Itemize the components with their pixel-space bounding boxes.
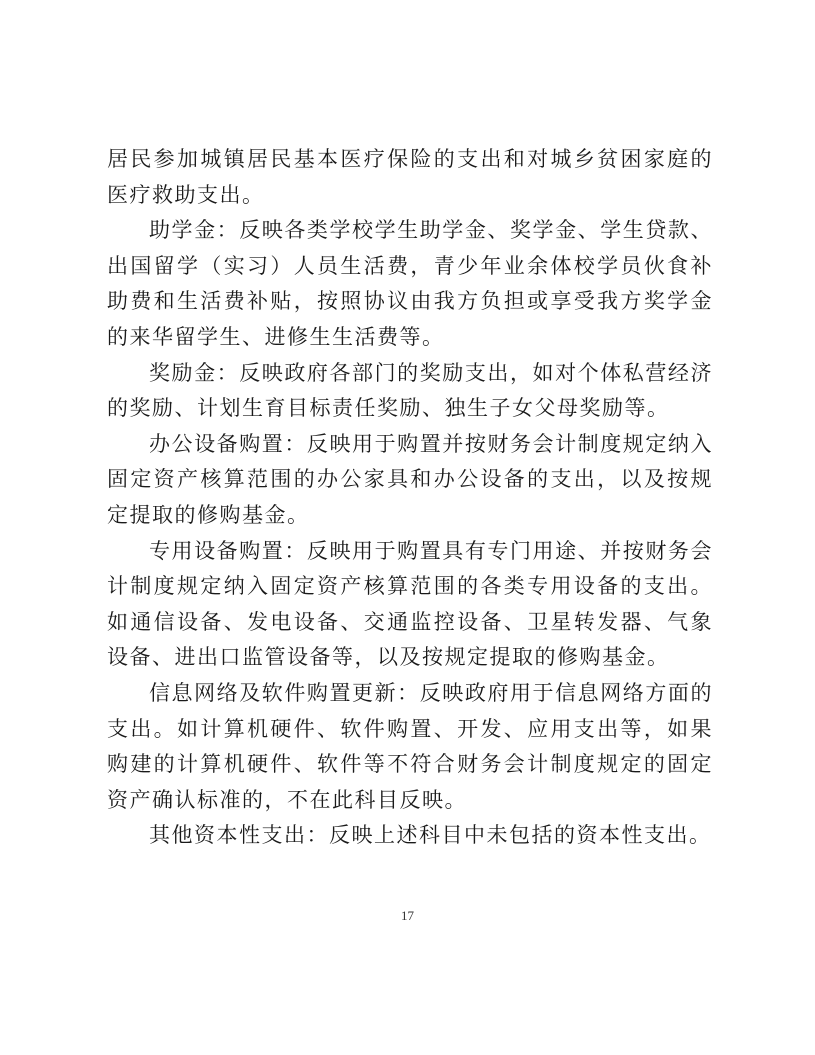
page-number: 17 (401, 908, 414, 923)
paragraph-it-network-software: 信息网络及软件购置更新：反映政府用于信息网络方面的支出。如计算机硬件、软件购置、开发、应用支出等，如果购建的计算机硬件、软件等不符合财务会计制度规定的固定资产确认标准的，不在此科目反映。 (107, 680, 713, 812)
body-text (107, 142, 713, 854)
paragraph-other-capital: 其他资本性支出：反映上述科目中未包括的资本性支出。 (149, 823, 712, 848)
paragraph-scholarship: 助学金：反映各类学校学生助学金、奖学金、学生贷款、出国留学（实习）人员生活费，青少年业余体校学员伙食补助费和生活费补贴，按照协议由我方负担或享受我方奖学金的来华留学生、进修生生活费等。 (107, 218, 713, 349)
paragraph-medical-aid-continuation: 居民参加城镇居民基本医疗保险的支出和对城乡贫困家庭的医疗救助支出。 (107, 147, 713, 207)
paragraph-reward: 奖励金：反映政府各部门的奖励支出，如对个体私营经济的奖励、计划生育目标责任奖励、独生子女父母奖励等。 (107, 360, 713, 421)
paragraph-office-equipment: 办公设备购置：反映用于购置并按财务会计制度规定纳入固定资产核算范围的办公家具和办公设备的支出，以及按规定提取的修购基金。 (107, 431, 713, 527)
paragraph-special-equipment: 专用设备购置：反映用于购置具有专门用途、并按财务会计制度规定纳入固定资产核算范围的各类专用设备的支出。如通信设备、发电设备、交通监控设备、卫星转发器、气象设备、进出口监管设备等，以及按规定提取的修购基金。 (107, 538, 713, 670)
